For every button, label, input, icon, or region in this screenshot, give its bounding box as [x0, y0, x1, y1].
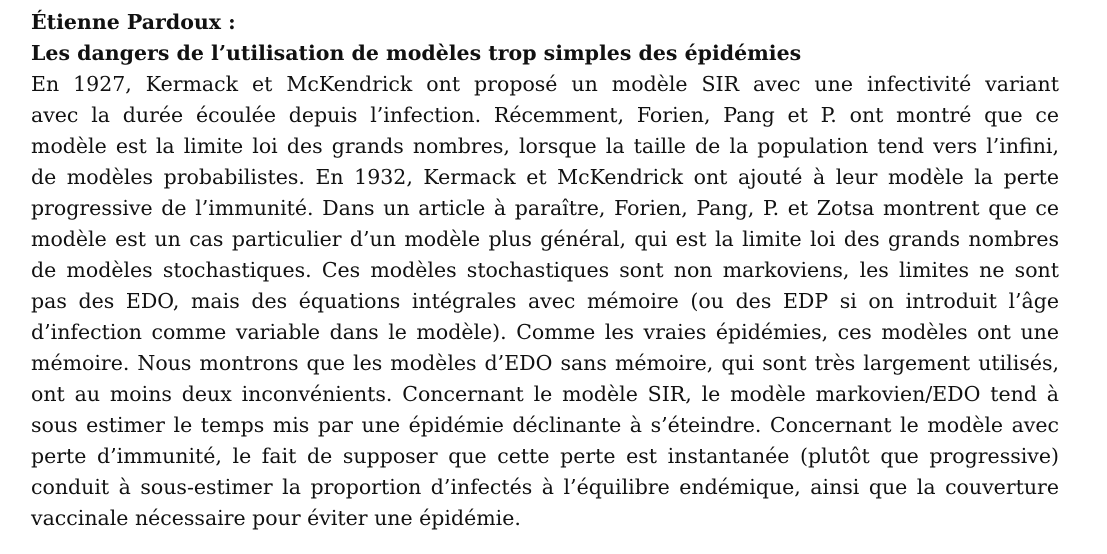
abstract-line: modèle est la limite loi des grands nombres, lorsque la taille de la population tend vers l’infini, — [31, 134, 1059, 158]
abstract-line: progressive de l’immunité. Dans un article à paraître, Forien, Pang, P. et Zotsa montrent que ce — [31, 196, 1059, 220]
abstract-line: d’infection comme variable dans le modèle). Comme les vraies épidémies, ces modèles ont une — [31, 320, 1059, 344]
abstract-line: perte d’immunité, le fait de supposer que cette perte est instantanée (plutôt que progressive) — [31, 444, 1059, 468]
abstract-body — [31, 69, 1059, 534]
talk-title: Les dangers de l’utilisation de modèles trop simples des épidémies — [31, 41, 802, 65]
abstract-line: mémoire. Nous montrons que les modèles d’EDO sans mémoire, qui sont très largement utilisés, — [31, 351, 1059, 375]
abstract-line: vaccinale nécessaire pour éviter une épidémie. — [31, 506, 521, 530]
abstract-line: de modèles stochastiques. Ces modèles stochastiques sont non markoviens, les limites ne sont — [31, 258, 1059, 282]
abstract-line: de modèles probabilistes. En 1932, Kermack et McKendrick ont ajouté à leur modèle la perte — [31, 165, 1059, 189]
abstract-page — [31, 7, 1059, 534]
abstract-line: pas des EDO, mais des équations intégrales avec mémoire (ou des EDP si on introduit l’âge — [31, 289, 1059, 313]
abstract-line: conduit à sous-estimer la proportion d’infectés à l’équilibre endémique, ainsi que la couverture — [31, 475, 1059, 499]
abstract-line: modèle est un cas particulier d’un modèle plus général, qui est la limite loi des grands nombres — [31, 227, 1059, 251]
abstract-line: sous estimer le temps mis par une épidémie déclinante à s’éteindre. Concernant le modèle avec — [31, 413, 1059, 437]
abstract-line: ont au moins deux inconvénients. Concernant le modèle SIR, le modèle markovien/EDO tend à — [31, 382, 1059, 406]
abstract-line: avec la durée écoulée depuis l’infection. Récemment, Forien, Pang et P. ont montré que ce — [31, 103, 1059, 127]
author-heading: Étienne Pardoux : — [31, 10, 236, 34]
abstract-line: En 1927, Kermack et McKendrick ont proposé un modèle SIR avec une infectivité variant — [31, 72, 1059, 96]
